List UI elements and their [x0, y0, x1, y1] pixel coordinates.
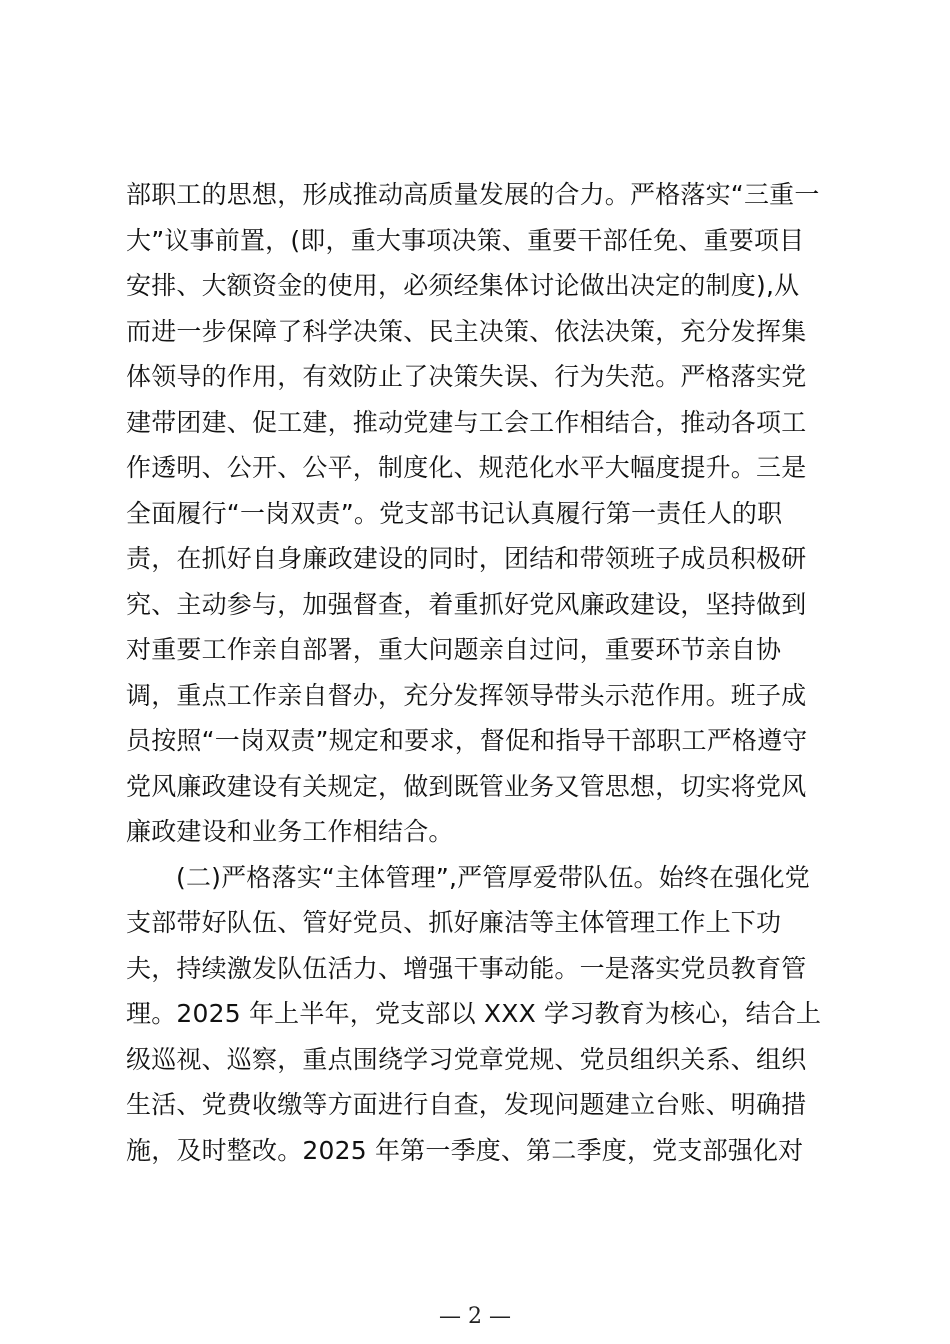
text-line: 生活、党费收缴等方面进行自查，发现问题建立台账、明确措 — [126, 1090, 807, 1119]
text-line: 部职工的思想，形成推动高质量发展的合力。严格落实“三重一 — [126, 180, 820, 209]
text-line: 施，及时整改。2025 年第一季度、第二季度，党支部强化对 — [126, 1135, 804, 1165]
page-number: — 2 — — [439, 1304, 511, 1329]
text-line: 支部带好队伍、管好党员、抓好廉洁等主体管理工作上下功 — [126, 908, 782, 937]
text-line: 建带团建、促工建，推动党建与工会工作相结合，推动各项工 — [126, 407, 807, 437]
text-line: 安排、大额资金的使用，必须经集体讨论做出决定的制度),从 — [126, 271, 800, 300]
text-line: 体领导的作用，有效防止了决策失误、行为失范。严格落实党 — [126, 362, 807, 391]
text-line: 对重要工作亲自部署，重大问题亲自过问，重要环节亲自协 — [126, 635, 782, 664]
text-line: 员按照“一岗双责”规定和要求，督促和指导干部职工严格遵守 — [126, 726, 808, 755]
text-line: 党风廉政建设有关规定，做到既管业务又管思想，切实将党风 — [126, 771, 807, 801]
text-line: 责，在抓好自身廉政建设的同时，团结和带领班子成员积极研 — [126, 544, 807, 573]
body-text — [126, 172, 826, 1173]
text-line: 夫，持续激发队伍活力、增强干事动能。一是落实党员教育管 — [126, 953, 807, 983]
text-line: 理。2025 年上半年，党支部以 XXX 学习教育为核心，结合上 — [126, 999, 822, 1028]
section-heading-line: (二)严格落实“主体管理”,严管厚爱带队伍。始终在强化党 — [176, 862, 810, 892]
text-line: 廉政建设和业务工作相结合。 — [126, 817, 454, 846]
text-line: 级巡视、巡察，重点围绕学习党章党规、党员组织关系、组织 — [126, 1044, 807, 1074]
text-line: 全面履行“一岗双责”。党支部书记认真履行第一责任人的职 — [126, 498, 783, 528]
text-line: 究、主动参与，加强督查，着重抓好党风廉政建设，坚持做到 — [126, 589, 807, 619]
text-line: 调，重点工作亲自督办，充分发挥领导带头示范作用。班子成 — [126, 680, 807, 710]
text-line: 而进一步保障了科学决策、民主决策、依法决策，充分发挥集 — [126, 316, 807, 346]
text-line: 大”议事前置，(即，重大事项决策、重要干部任免、重要项目 — [126, 225, 805, 255]
text-line: 作透明、公开、公平，制度化、规范化水平大幅度提升。三是 — [126, 453, 807, 482]
